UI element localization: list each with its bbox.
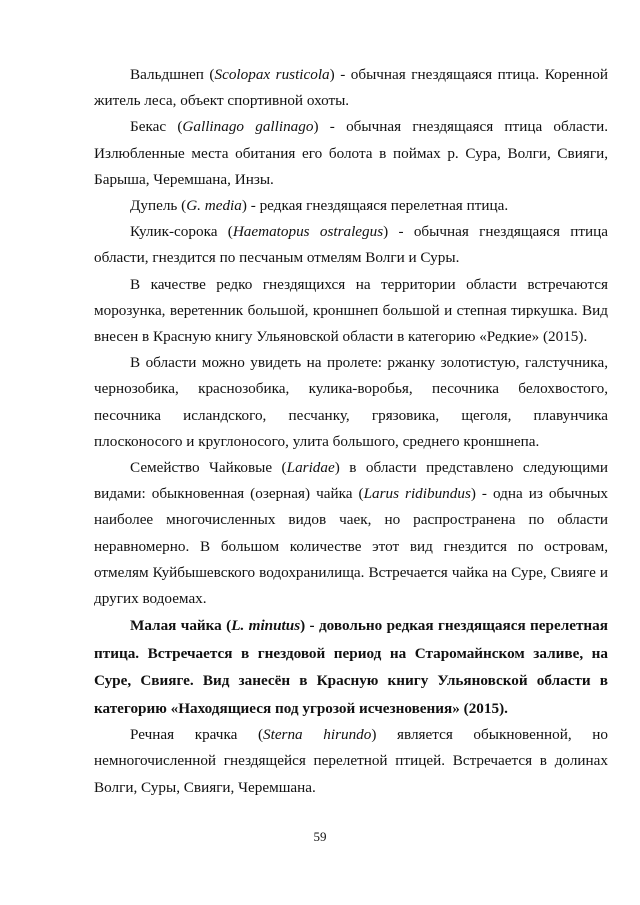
text-run: ) в области представлено следующими видами: обыкновенная (озерная) чайка ( bbox=[94, 459, 608, 503]
species-latin-name: Laridae bbox=[286, 459, 335, 477]
text-run: Дупель ( bbox=[130, 197, 187, 215]
paragraph-little-gull bbox=[94, 612, 608, 722]
text-run: Кулик-сорока ( bbox=[130, 223, 233, 241]
text-run: В качестве редко гнездящихся на территории области встречаются морозунка, веретенник большой, кроншнеп большой и степная тиркушка. Вид внесен в Красную книгу Ульяновской области в категорию «Редкие» (2015). bbox=[94, 275, 608, 346]
text-run: Малая чайка ( bbox=[130, 617, 232, 635]
species-latin-name: Scolopax rusticola bbox=[214, 66, 330, 83]
species-latin-name: Larus ridibundus bbox=[363, 485, 471, 503]
paragraph-woodcock bbox=[94, 62, 608, 114]
paragraph-snipe bbox=[94, 114, 608, 193]
species-latin-name: Gallinago gallinago bbox=[182, 118, 314, 136]
text-run: Семейство Чайковые ( bbox=[130, 459, 287, 477]
paragraph-common-tern bbox=[94, 722, 608, 801]
text-run: ) - обычная гнездящаяся птица области. Излюбленные места обитания его болота в поймах р. Сура, Волги, Свияги, Барыша, Черемшана, Инзы. bbox=[94, 118, 609, 188]
species-latin-name: G. media bbox=[186, 197, 242, 215]
text-run: Бекас ( bbox=[130, 118, 183, 136]
text-run: Речная крачка ( bbox=[130, 726, 263, 744]
text-run: Вальдшнеп ( bbox=[130, 66, 215, 83]
paragraph-passage bbox=[94, 350, 608, 455]
species-latin-name: Haematopus ostralegus bbox=[232, 223, 384, 241]
body-text bbox=[94, 62, 608, 801]
page-number: 59 bbox=[313, 829, 327, 844]
text-run: ) - довольно редкая гнездящаяся перелетная птица. Встречается в гнездовой период на Старомайнском заливе, на Суре, Свияге. Вид занесён в Красную книгу Ульяновской области в категорию «Находящиеся под угрозой исчезновения» (2015). bbox=[94, 617, 608, 717]
paragraph-great-snipe bbox=[94, 193, 608, 219]
paragraph-laridae bbox=[94, 455, 608, 612]
species-latin-name: L. minutus bbox=[231, 617, 301, 635]
text-run: ) - одна из обычных наиболее многочисленных видов чаек, но распространена по области неравномерно. В большом количестве этот вид гнездится по островам, отмелям Куйбышевского водохранилища. Встречается чайка на Суре, Свияге и других водоемах. bbox=[94, 485, 608, 608]
species-latin-name: Sterna hirundo bbox=[263, 726, 372, 744]
text-run: В области можно увидеть на пролете: ржанку золотистую, галстучника, чернозобика, краснозобика, кулика-воробья, песочника белохвостого, песочника исландского, песчанку, грязовика, щеголя, плавунчика плосконосого и круглоносого, улита большого, среднего кроншнепа. bbox=[94, 354, 608, 450]
text-run: ) - обычная гнездящаяся птица области, гнездится по песчаным отмелям Волги и Суры. bbox=[94, 223, 609, 267]
paragraph-oystercatcher bbox=[94, 219, 608, 271]
text-run: ) - обычная гнездящаяся птица. Коренной житель леса, объект спортивной охоты. bbox=[94, 66, 608, 110]
text-run: ) - редкая гнездящаяся перелетная птица. bbox=[241, 197, 509, 215]
text-run: ) является обыкновенной, но немногочисленной гнездящейся перелетной птицей. Встречается в долинах Волги, Суры, Свияги, Черемшана. bbox=[94, 726, 608, 796]
paragraph-rare-nesting bbox=[94, 272, 608, 351]
